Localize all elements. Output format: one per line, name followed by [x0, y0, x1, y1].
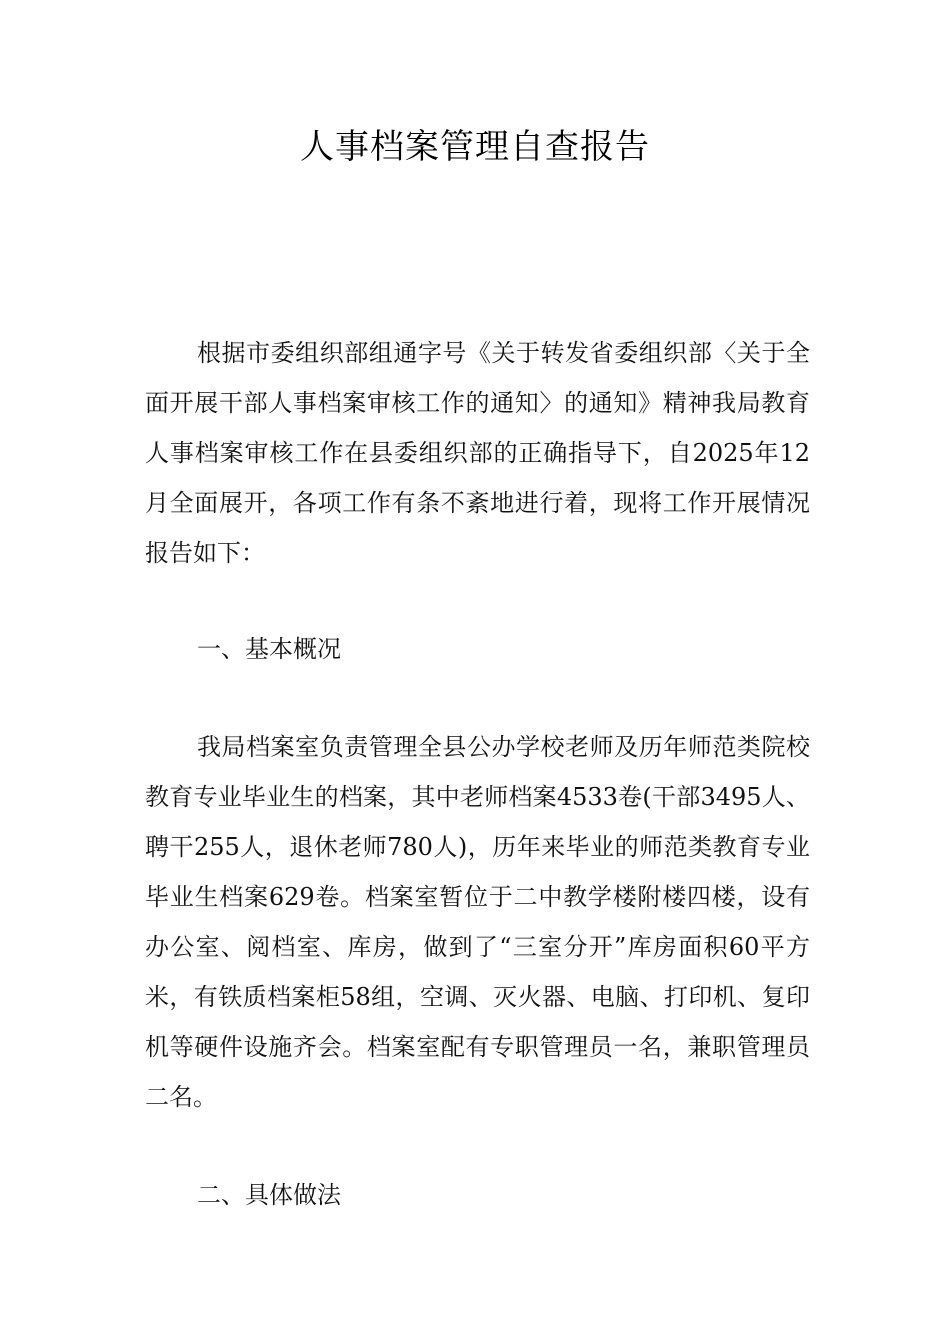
section-heading-specific-practices: 二、具体做法 — [197, 1181, 341, 1209]
overview-paragraph: 我局档案室负责管理全县公办学校老师及历年师范类院校教育专业毕业生的档案，其中老师档案4533卷(干部3495人、聘干255人，退休老师780人)，历年来毕业的师范类教育专业毕业生档案629卷。档案室暂位于二中教学楼附楼四楼，设有办公室、阅档室、库房，做到了“三室分开”库房面积60平方米，有铁质档案柜58组，空调、灭火器、电脑、打印机、复印机等硬件设施齐会。档案室配有专职管理员一名，兼职管理员二名。 — [145, 733, 810, 1111]
section-heading-basic-overview: 一、基本概况 — [197, 635, 341, 663]
document-title: 人事档案管理自查报告 — [300, 127, 650, 167]
intro-paragraph: 根据市委组织部组通字号《关于转发省委组织部〈关于全面开展干部人事档案审核工作的通知〉的通知》精神我局教育人事档案审核工作在县委组织部的正确指导下，自2025年12月全面展开，各项工作有条不紊地进行着，现将工作开展情况报告如下： — [145, 339, 810, 567]
